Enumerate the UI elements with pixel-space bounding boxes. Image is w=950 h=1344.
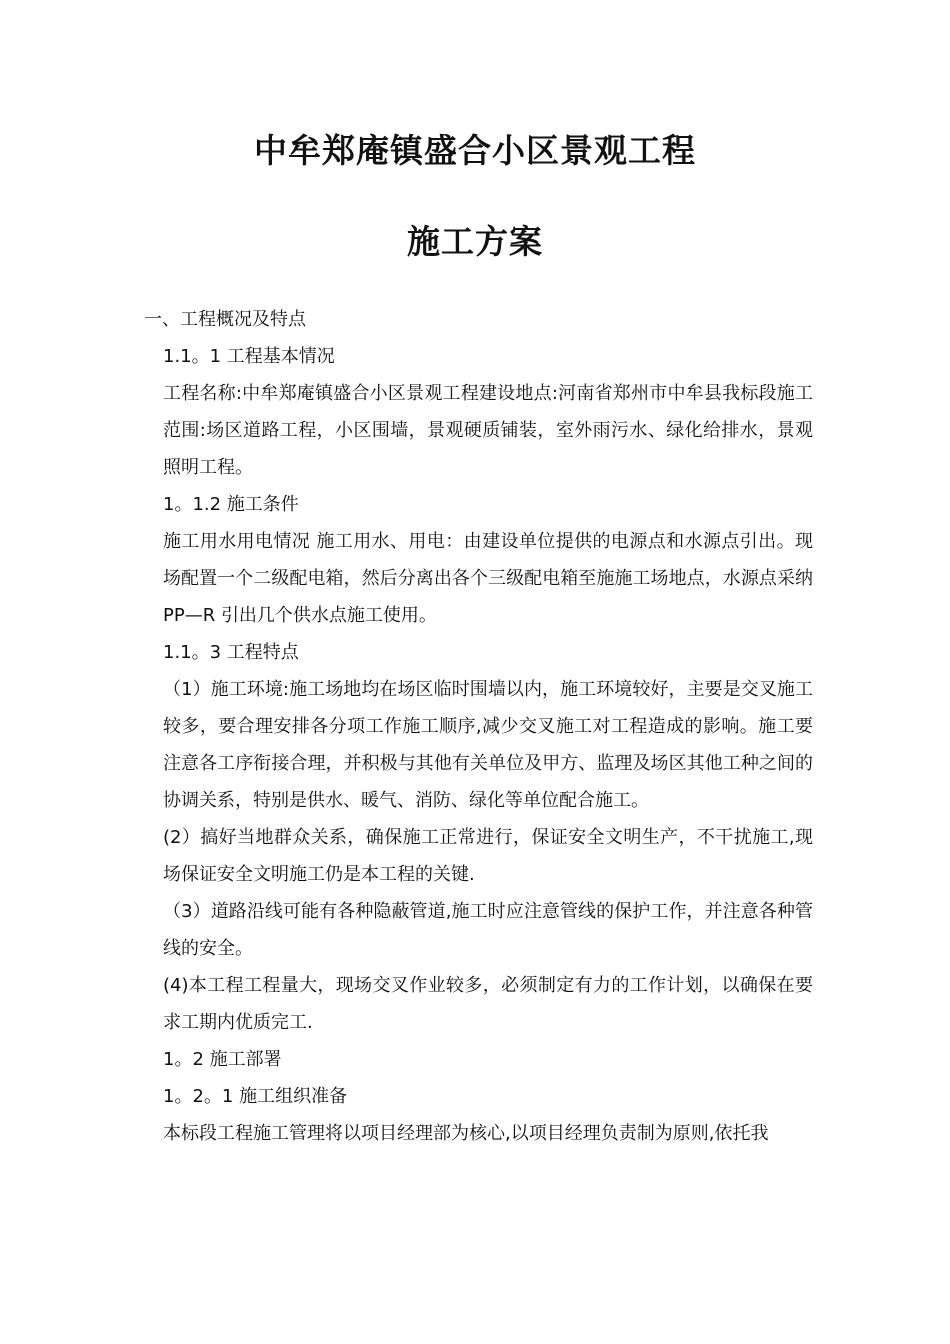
paragraph: (4)本工程工程量大，现场交叉作业较多，必须制定有力的工作计划，以确保在要求工期内优质完工.: [163, 975, 813, 1033]
subsection-heading: 1。2。1 施工组织准备: [163, 1086, 348, 1107]
paragraph: 工程名称:中牟郑庵镇盛合小区景观工程建设地点:河南省郑州市中牟县我标段施工范围:场区道路工程，小区围墙，景观硬质铺装，室外雨污水、绿化给排水，景观照明工程。: [163, 383, 813, 478]
document-title: 中牟郑庵镇盛合小区景观工程: [254, 131, 696, 170]
paragraph: 施工用水用电情况 施工用水、用电：由建设单位提供的电源点和水源点引出。现场配置一个二级配电箱，然后分离出各个三级配电箱至施施工场地点，水源点采纳 PP—R 引出几个供水点施工使用。: [163, 531, 813, 626]
subsection-heading: 1.1。3 工程特点: [163, 642, 299, 663]
subsection-heading: 1。2 施工部署: [163, 1049, 282, 1070]
paragraph: （1）施工环境:施工场地均在场区临时围墙以内，施工环境较好，主要是交叉施工较多，要合理安排各分项工作施工顺序,减少交叉施工对工程造成的影响。施工要注意各工序衔接合理，并积极与其他有关单位及甲方、监理及场区其他工种之间的协调关系，特别是供水、暖气、消防、绿化等单位配合施工。: [163, 679, 813, 811]
document-body: [144, 301, 813, 1152]
subsection-heading: 1。1.2 施工条件: [163, 494, 299, 515]
section-heading: 一、工程概况及特点: [144, 309, 306, 330]
paragraph: 本标段工程施工管理将以项目经理部为核心,以项目经理负责制为原则,依托我: [163, 1123, 769, 1144]
document-subtitle: 施工方案: [407, 222, 543, 261]
paragraph: （3）道路沿线可能有各种隐蔽管道,施工时应注意管线的保护工作，并注意各种管线的安全。: [163, 901, 813, 959]
subsection-heading: 1.1。1 工程基本情况: [163, 346, 335, 367]
paragraph: (2）搞好当地群众关系，确保施工正常进行，保证安全文明生产，不干扰施工,现场保证安全文明施工仍是本工程的关键.: [163, 827, 813, 885]
